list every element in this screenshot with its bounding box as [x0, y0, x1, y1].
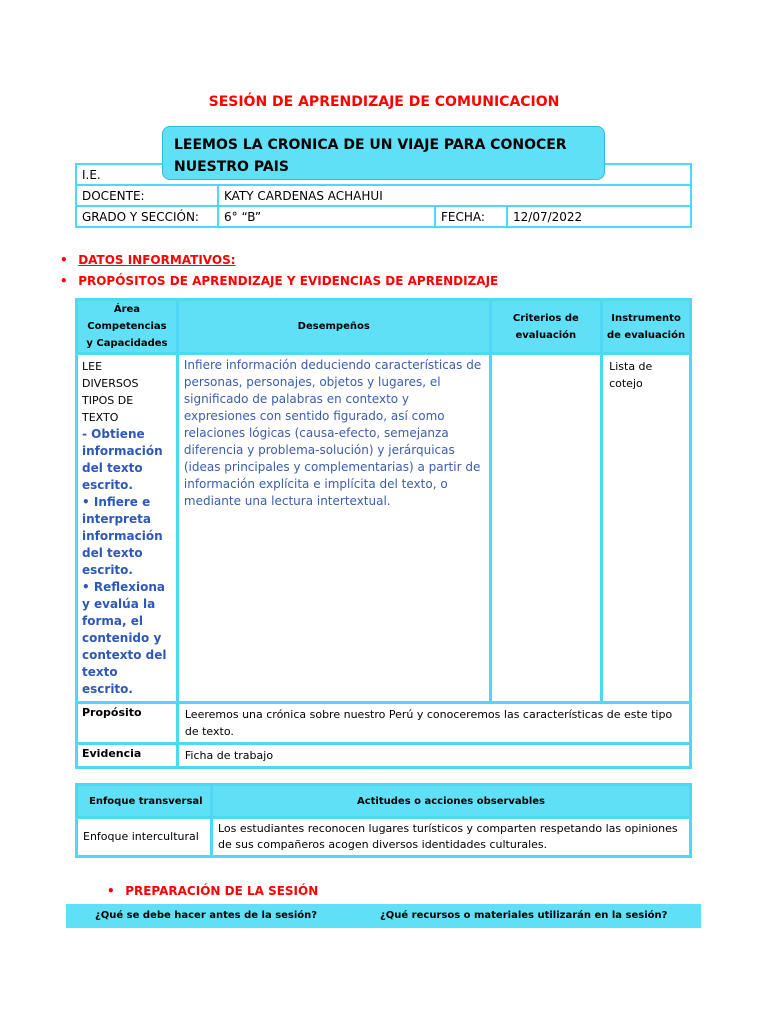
- header-enfoque: Enfoque transversal: [77, 785, 212, 818]
- fecha-value: 12/07/2022: [507, 206, 691, 227]
- session-title-line2: NUESTRO PAIS: [174, 159, 289, 175]
- proposito-value: Leeremos una crónica sobre nuestro Perú y conoceremos las características de este tipo de texto.: [177, 703, 690, 744]
- header-criterios-line2: evaluación: [515, 329, 577, 341]
- bullet-dot-icon: •: [60, 274, 68, 288]
- header-area: [77, 300, 178, 354]
- ie-label: I.E.: [76, 164, 691, 185]
- purpose-header-row: [77, 300, 691, 354]
- desempeno-cell: Infiere información deduciendo características de personas, personajes, objetos y lugares, el significado de palabras en contexto y expresiones con sentido figurado, así como relaciones lógicas (causa-efecto, semejanza diferencia y problema-solución) y jerárquicas (ideas principales y complementarias) a partir de información explícita e implícita del texto, o mediante una lectura intertextual.: [177, 354, 490, 703]
- area-name-line: TEXTO: [82, 411, 119, 424]
- docente-label: DOCENTE:: [76, 185, 218, 206]
- header-area-line2: Competencias: [87, 321, 167, 332]
- grado-value: 6° “B”: [218, 206, 435, 227]
- header-criterios-line1: Criterios de: [512, 312, 579, 324]
- area-name-line: TIPOS DE: [82, 394, 134, 407]
- proposito-row: [77, 703, 691, 744]
- actitudes-value: Los estudiantes reconocen lugares turísticos y comparten respetando las opiniones de sus compañeros acogen diversos identidades culturales.: [212, 818, 691, 857]
- prep-col-antes: ¿Qué se debe hacer antes de la sesión?: [95, 910, 318, 921]
- grado-label: GRADO Y SECCIÓN:: [76, 206, 218, 227]
- header-instrumento: [602, 300, 691, 354]
- bullet-dot-icon: •: [60, 253, 68, 267]
- info-row-grado: [76, 206, 691, 227]
- session-title-line1: LEEMOS LA CRONICA DE UN VIAJE PARA CONOCER: [174, 137, 567, 153]
- proposito-label: Propósito: [77, 703, 178, 744]
- session-title-box: [162, 126, 605, 180]
- propositos-heading: PROPÓSITOS DE APRENDIZAJE Y EVIDENCIAS DE APRENDIZAJE: [78, 274, 499, 288]
- header-instrumento-line2: de evaluación: [606, 329, 686, 341]
- datos-heading: DATOS INFORMATIVOS:: [78, 253, 236, 267]
- area-name-line: LEE: [82, 360, 103, 373]
- evidencia-row: [77, 744, 691, 768]
- capacidad-item: • Reflexiona y evalúa la forma, el contenido y contexto del texto escrito.: [82, 580, 167, 696]
- bullet-propositos: [60, 274, 498, 288]
- info-row-docente: [76, 185, 691, 206]
- header-instrumento-line1: Instrumento: [611, 312, 681, 324]
- capacidad-item: - Obtiene información del texto escrito.: [82, 427, 163, 492]
- evidencia-value: Ficha de trabajo: [177, 744, 690, 768]
- evidencia-label: Evidencia: [77, 744, 178, 768]
- purpose-body-row: [77, 354, 691, 703]
- header-actitudes: Actitudes o acciones observables: [212, 785, 691, 818]
- area-cell: [77, 354, 178, 703]
- enfoque-body-row: [77, 818, 691, 857]
- enfoque-header-row: [77, 785, 691, 818]
- prep-col-recursos: ¿Qué recursos o materiales utilizarán en la sesión?: [380, 910, 668, 921]
- preparacion-header-bar: [66, 904, 701, 928]
- preparacion-heading: PREPARACIÓN DE LA SESIÓN: [125, 884, 319, 898]
- bullet-dot-icon: •: [107, 884, 115, 898]
- docente-value: KATY CARDENAS ACHAHUI: [218, 185, 691, 206]
- criterios-cell: [490, 354, 602, 703]
- enfoque-value: Enfoque intercultural: [77, 818, 212, 857]
- header-criterios: [490, 300, 602, 354]
- header-area-line1: Área: [113, 304, 141, 315]
- fecha-label: FECHA:: [435, 206, 507, 227]
- capacidad-item: • Infiere e interpreta información del texto escrito.: [82, 495, 163, 577]
- header-desempenos: Desempeños: [177, 300, 490, 354]
- header-area-line3: y Capacidades: [86, 338, 168, 349]
- page-title: SESIÓN DE APRENDIZAJE DE COMUNICACION: [208, 94, 560, 110]
- area-name-line: DIVERSOS: [82, 377, 139, 390]
- instrumento-cell: Lista de cotejo: [602, 354, 691, 703]
- bullet-datos-informativos: [60, 253, 236, 267]
- enfoque-table: [75, 783, 692, 858]
- bullet-preparacion: [107, 884, 318, 898]
- purpose-table: [75, 298, 692, 769]
